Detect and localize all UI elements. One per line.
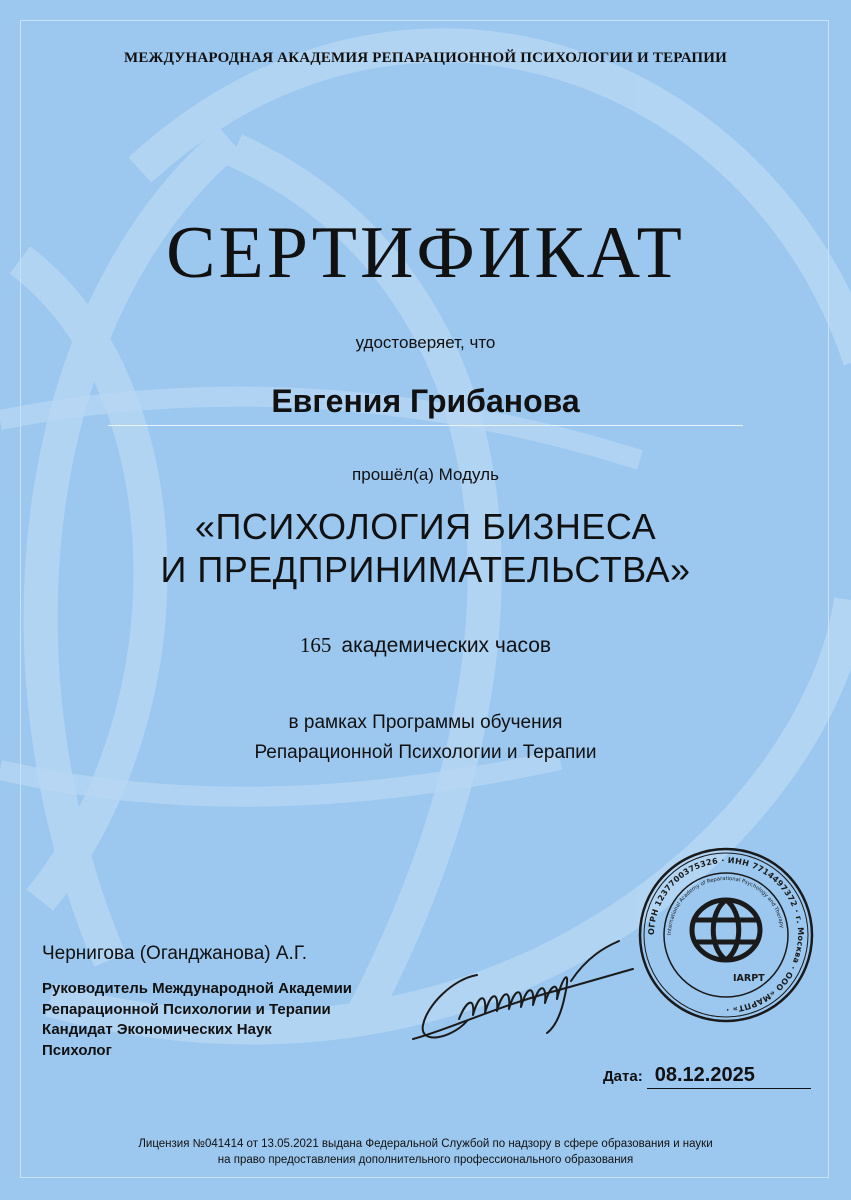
license-line-2: на право предоставления дополнительного профессионального образования (217, 1154, 634, 1166)
date-value: 08.12.2025 (647, 1064, 811, 1089)
program-line-2: Репарационной Психологии и Терапии (254, 742, 597, 763)
passed-text: прошёл(а) Модуль (352, 465, 499, 484)
program-text (0, 708, 851, 768)
seal-abbrev: IARPT (733, 973, 765, 984)
svg-text:International Academy of Repar (667, 876, 785, 935)
certifies-text: удостоверяет, что (355, 333, 496, 352)
signer-title-4: Психолог (42, 1041, 112, 1059)
seal-inner-text: International Academy of Reparational Psychology and Therapy (666, 875, 785, 936)
date-label: Дата: (603, 1068, 643, 1085)
recipient-name: Евгения Грибанова (271, 383, 580, 419)
program-line-1: в рамках Программы обучения (288, 712, 563, 733)
seal-ring-text: ОГРН 1237700375326 · ИНН 7714497372 · г. Москва · ООО «МАРПТ» · (646, 855, 806, 1015)
academy-seal (637, 846, 815, 1024)
certificate-title: СЕРТИФИКАТ (166, 212, 685, 294)
signer-title-2: Репарационной Психологии и Терапии (42, 1000, 331, 1018)
module-title-line-2: И ПРЕДПРИНИМАТЕЛЬСТВА» (160, 549, 691, 590)
hours-label: академических часов (341, 634, 552, 657)
academy-name: МЕЖДУНАРОДНАЯ АКАДЕМИЯ РЕПАРАЦИОННОЙ ПСИХОЛОГИИ И ТЕРАПИИ (123, 50, 727, 66)
license-line-1: Лицензия №041414 от 13.05.2021 выдана Федеральной Службой по надзору в сфере образования и науки (138, 1138, 713, 1150)
module-title (0, 505, 851, 591)
issue-date (603, 1064, 811, 1089)
module-title-line-1: «ПСИХОЛОГИЯ БИЗНЕСА (194, 506, 657, 547)
signer-title-3: Кандидат Экономических Наук (42, 1021, 272, 1038)
hours-row (0, 633, 851, 658)
signer-title-1: Руководитель Международной Академии (42, 980, 353, 997)
signer-name: Чернигова (Оганджанова) А.Г. (42, 943, 308, 964)
globe-logo-icon (692, 900, 760, 960)
hours-value: 165 (299, 633, 332, 657)
license-text (0, 1136, 851, 1168)
handwritten-signature (405, 935, 640, 1050)
name-underline (108, 425, 743, 426)
signer-titles (42, 979, 352, 1061)
